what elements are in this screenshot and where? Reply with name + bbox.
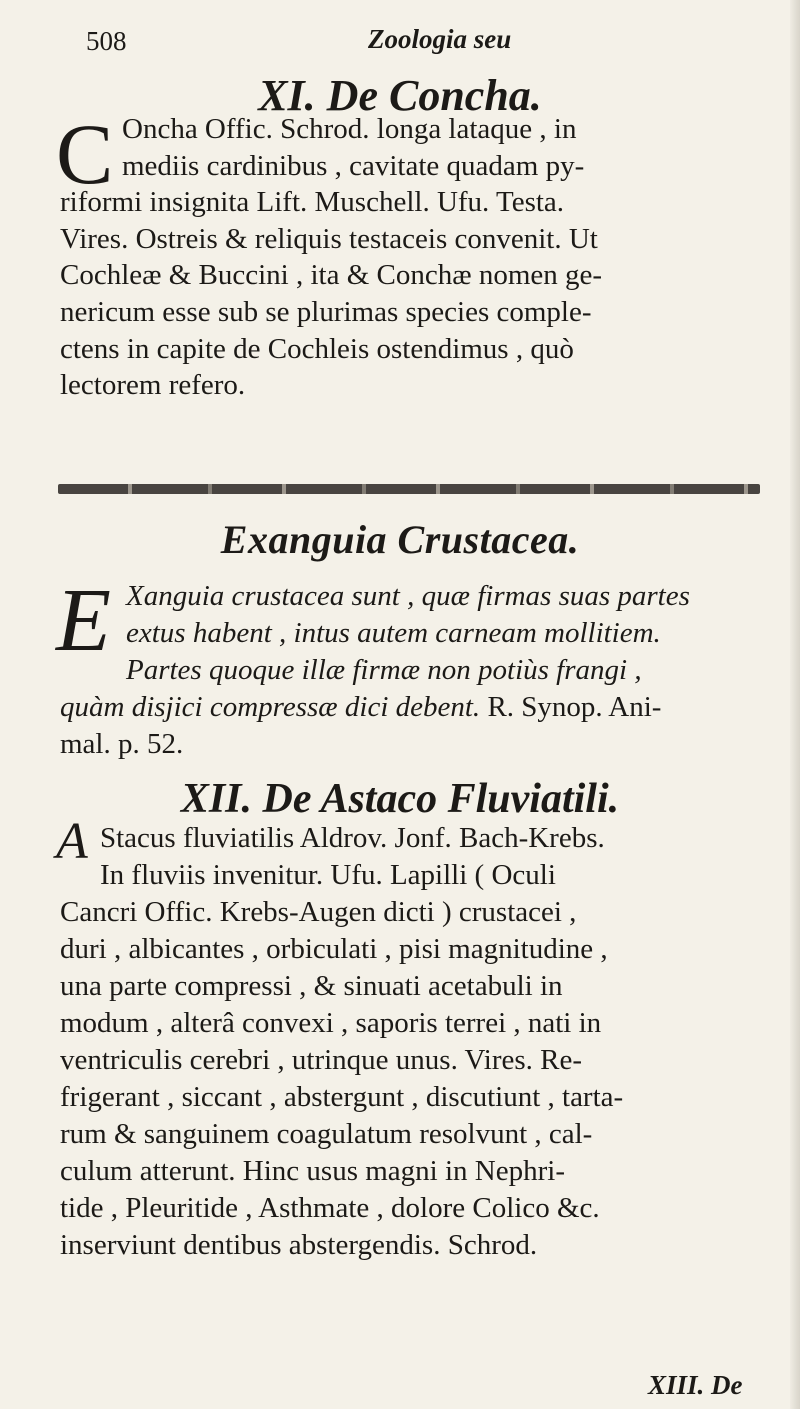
text-line: Xanguia crustacea sunt , quæ firmas suas partes <box>126 580 690 612</box>
section-heading-astaco: XII. De Astaco Fluviatili. <box>180 776 620 822</box>
text-line: extus habent , intus autem carneam mollitiem. <box>126 617 661 649</box>
drop-cap: C <box>56 106 114 202</box>
text-line: mal. p. 52. <box>60 728 184 760</box>
text-line: lectorem refero. <box>60 369 246 402</box>
section-heading-concha: XI. De Concha. <box>258 71 542 120</box>
text-line: Cancri Offic. Krebs-Augen dicti ) crustacei , <box>60 896 577 928</box>
ornamental-rule <box>58 484 760 494</box>
drop-cap: E <box>56 571 111 670</box>
text-line: ctens in capite de Cochleis ostendimus , quò <box>60 332 574 365</box>
text-line: Cochleæ & Buccini , ita & Conchæ nomen ge- <box>60 259 603 292</box>
text-line: Oncha Offic. Schrod. longa lataque , in <box>122 113 577 145</box>
text-line <box>60 689 760 726</box>
text-line: mediis cardinibus , cavitate quadam py- <box>122 149 585 182</box>
text-line: rum & sanguinem coagulatum resolvunt , cal- <box>60 1118 593 1150</box>
page-number: 508 <box>86 26 127 56</box>
text-line: Partes quoque illæ firmæ non potiùs frangi , <box>126 654 642 686</box>
text-line: riformi insignita Lift. Muschell. Ufu. Testa. <box>60 186 565 219</box>
text-line: modum , alterâ convexi , saporis terrei , nati in <box>60 1007 602 1039</box>
paragraph-concha <box>60 111 760 404</box>
page-edge <box>790 0 800 1409</box>
running-title: Zoologia seu <box>368 24 512 54</box>
drop-cap: A <box>56 813 88 870</box>
text-line: una parte compressi , & sinuati acetabuli in <box>60 970 563 1002</box>
text-fragment: quàm disjici compressæ dici debent. <box>60 691 481 723</box>
text-line: In fluviis invenitur. Ufu. Lapilli ( Oculi <box>100 859 556 891</box>
text-line: culum atterunt. Hinc usus magni in Nephri- <box>60 1155 565 1187</box>
page-header <box>86 18 736 64</box>
text-line: Stacus fluviatilis Aldrov. Jonf. Bach-Krebs. <box>100 822 605 854</box>
text-line: ventriculis cerebri , utrinque unus. Vires. Re- <box>60 1044 582 1076</box>
text-line: frigerant , siccant , abstergunt , discutiunt , tarta- <box>60 1081 624 1113</box>
paragraph-crustacea <box>60 578 760 763</box>
text-line: duri , albicantes , orbiculati , pisi magnitudine , <box>60 933 608 965</box>
reference: R. Synop. Ani- <box>487 691 662 723</box>
text-line: nericum esse sub se plurimas species comple- <box>60 295 592 328</box>
text-line: Vires. Ostreis & reliquis testaceis convenit. Ut <box>60 222 598 255</box>
paragraph-astaco <box>60 820 760 1264</box>
text-line: inserviunt dentibus abstergendis. Schrod. <box>60 1229 538 1261</box>
section-heading-crustacea: Exanguia Crustacea. <box>220 517 580 562</box>
catchword: XIII. De <box>648 1370 743 1400</box>
text-line: tide , Pleuritide , Asthmate , dolore Colico &c. <box>60 1192 600 1224</box>
